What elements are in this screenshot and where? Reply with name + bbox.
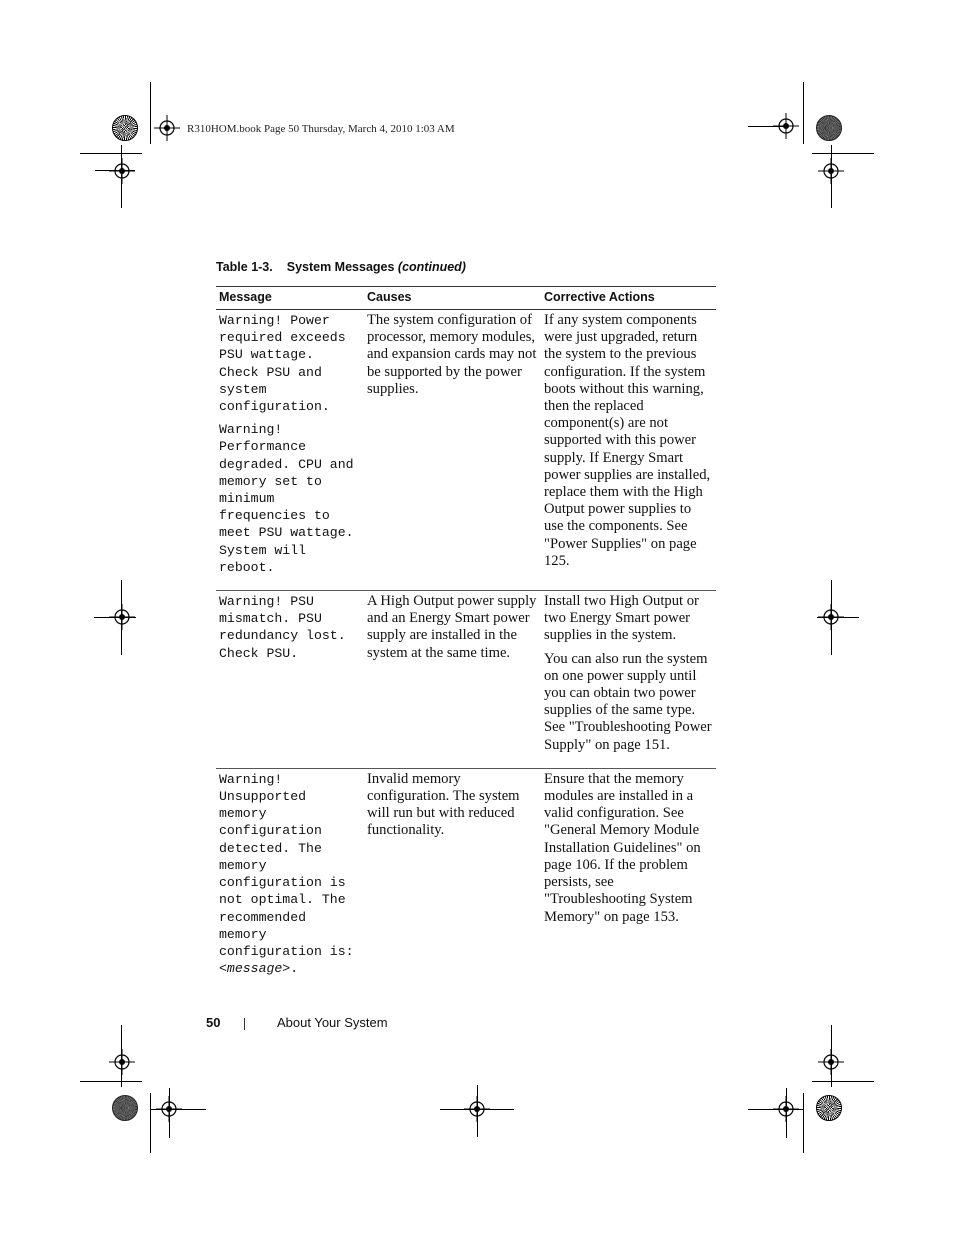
crop-mark xyxy=(812,1081,874,1082)
table-caption-number: Table 1-3. xyxy=(216,260,273,274)
crop-mark xyxy=(831,145,832,208)
crop-mark xyxy=(150,1109,206,1110)
causes-cell xyxy=(364,768,541,991)
starburst-icon xyxy=(112,115,138,141)
crop-mark xyxy=(803,1093,804,1153)
message-cell xyxy=(216,591,364,769)
causes-text: Invalid memory configuration. The system will run but with reduced functionality. xyxy=(367,770,520,839)
column-header-causes: Causes xyxy=(364,287,541,310)
table-row xyxy=(216,591,716,769)
actions-cell xyxy=(541,591,716,769)
message-text: Warning! Power required exceeds PSU wattage. Check PSU and system configuration. xyxy=(219,313,354,415)
column-header-corrective-actions: Corrective Actions xyxy=(541,287,716,310)
table-caption-title: System Messages xyxy=(286,260,398,274)
message-text-suffix: . xyxy=(290,961,299,977)
crop-mark xyxy=(786,1088,787,1138)
causes-text: A High Output power supply and an Energy Smart power supply are installed in the system at the same time. xyxy=(367,593,537,661)
actions-text: Install two High Output or two Energy Smart power supplies in the system. xyxy=(544,593,699,644)
crop-mark xyxy=(80,153,142,154)
crop-mark xyxy=(94,617,136,618)
message-text xyxy=(219,771,361,977)
registration-mark-icon xyxy=(154,115,180,141)
system-messages-table xyxy=(216,286,716,991)
table-caption xyxy=(216,260,466,274)
crop-mark xyxy=(150,1093,151,1153)
crop-mark xyxy=(748,1109,804,1110)
column-header-message: Message xyxy=(216,287,364,310)
crop-mark xyxy=(440,1109,514,1110)
page-number: 50 xyxy=(206,1015,221,1030)
starburst-icon xyxy=(112,1095,138,1121)
causes-text: The system configuration of processor, memory modules, and expansion cards may not be supported by the power supplies. xyxy=(367,312,537,397)
footer-divider xyxy=(244,1018,245,1030)
actions-text: If any system components were just upgraded, return the system to the previous configuration. If the system boots without this warning, then the replaced component(s) are not supported with this power supply. If Energy Smart power supplies are installed, replace them with the High Output power supplies to use the components. See "Power Supplies" on page 125. xyxy=(544,312,711,569)
crop-mark xyxy=(803,82,804,144)
message-text: Warning! Performance degraded. CPU and memory set to minimum frequencies to meet PSU wattage. System will reboot. xyxy=(219,422,362,575)
table-header-row xyxy=(216,287,716,310)
crop-mark xyxy=(121,1025,122,1087)
actions-text: You can also run the system on one power supply until you can obtain two power supplies of the same type. See "Troubleshooting Power Supply" on page 151. xyxy=(544,650,712,753)
table-caption-continued: (continued) xyxy=(397,260,466,274)
registration-mark-icon xyxy=(109,158,135,184)
causes-cell xyxy=(364,310,541,591)
table-row xyxy=(216,310,716,591)
causes-cell xyxy=(364,591,541,769)
registration-mark-icon xyxy=(109,1049,135,1075)
message-cell xyxy=(216,310,364,591)
book-info-header: R310HOM.book Page 50 Thursday, March 4, 2010 1:03 AM xyxy=(187,123,455,135)
crop-mark xyxy=(95,170,135,171)
message-text-prefix: Warning! Unsupported memory configuration detected. The memory configuration is not optimal. The recommended memory configuration is: xyxy=(219,771,362,959)
actions-text: Ensure that the memory modules are installed in a valid configuration. See "General Memory Module Installation Guidelines" on page 106. If the problem persists, see "Troubleshooting System Memory" on page 153. xyxy=(544,770,701,925)
crop-mark xyxy=(150,82,151,144)
message-cell xyxy=(216,768,364,991)
message-text: Warning! PSU mismatch. PSU redundancy lost. Check PSU. xyxy=(219,594,354,661)
crop-mark xyxy=(748,126,788,127)
crop-mark xyxy=(169,1088,170,1138)
footer-section-title: About Your System xyxy=(277,1015,388,1030)
starburst-icon xyxy=(816,115,842,141)
crop-mark xyxy=(80,1081,142,1082)
table-row xyxy=(216,768,716,991)
crop-mark xyxy=(812,153,874,154)
starburst-icon xyxy=(816,1095,842,1121)
actions-cell xyxy=(541,768,716,991)
crop-mark xyxy=(817,617,859,618)
crop-mark xyxy=(121,145,122,208)
crop-mark xyxy=(831,1025,832,1087)
message-placeholder: <message> xyxy=(219,961,291,977)
crop-mark xyxy=(477,1085,478,1137)
actions-cell xyxy=(541,310,716,591)
